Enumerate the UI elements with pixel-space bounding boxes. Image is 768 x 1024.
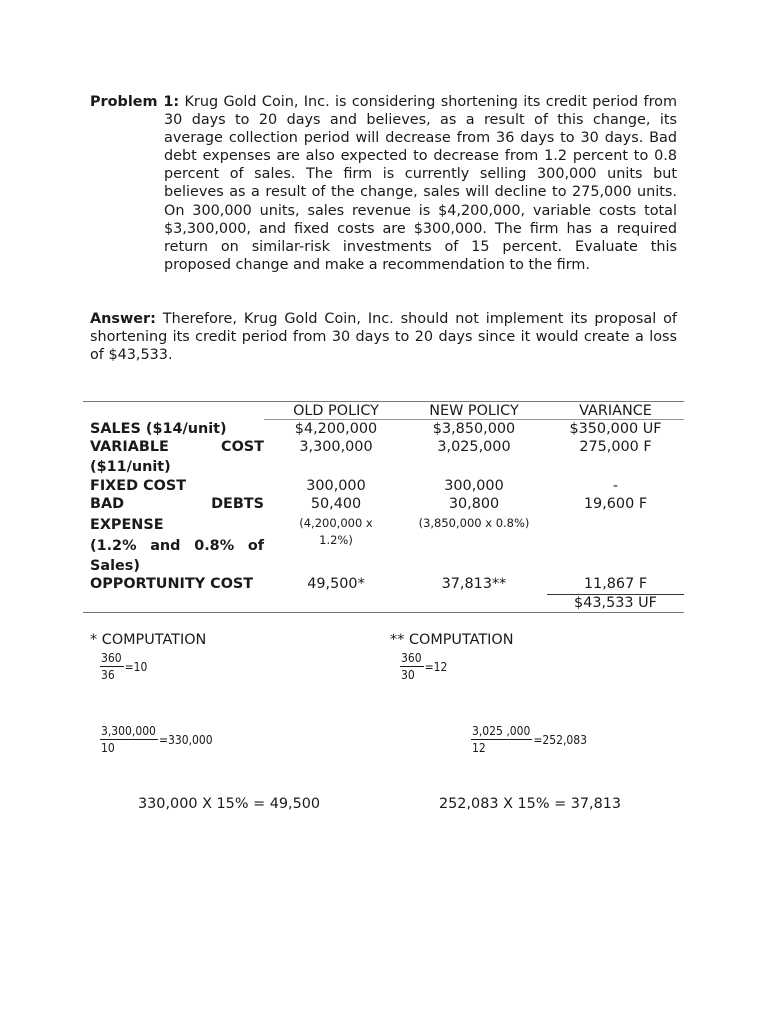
bad-debts-label-d1: (1.2% [90, 538, 137, 554]
bad-debts-label-c: EXPENSE [90, 517, 164, 533]
bad-debts-label-d4: of [247, 538, 264, 554]
opportunity-old: 49,500* [307, 576, 365, 592]
fraction-old-days-numerator: 360 [101, 651, 122, 665]
fraction-new-investment [471, 724, 587, 755]
fraction-new-days [400, 651, 447, 682]
variable-new: 3,025,000 [437, 439, 511, 455]
fraction-old-days [100, 651, 147, 682]
sales-variance: $350,000 UF [569, 421, 662, 437]
row-label-variable-cost [90, 438, 264, 456]
fraction-old-investment-result: =330,000 [158, 732, 213, 747]
fraction-old-days-result: =10 [124, 659, 148, 674]
fraction-new-investment-numerator: 3,025 ,000 [472, 724, 531, 738]
bad-debts-new: 30,800 [448, 496, 500, 512]
variable-label-a: VARIABLE [90, 439, 169, 455]
fraction-new-days-numerator: 360 [401, 651, 422, 665]
fixed-new: 300,000 [444, 478, 504, 494]
fraction-old-investment-numerator: 3,300,000 [101, 724, 156, 738]
computation-old-result: 330,000 X 15% = 49,500 [138, 796, 321, 812]
problem-text: Krug Gold Coin, Inc. is considering shortening its credit period from 30 days to 20 days and believes, as a result of this change, its average collection period will decrease from 36 days to 30 days. Bad debt expenses are also expected to decrease from 1.2 percent to 0.8 percent of sales. The firm is currently selling 300,000 units but believes as a result of the change, sales will decline to 275,000 units. On 300,000 units, sales revenue is $4,200,000, variable costs total $3,300,000, and fixed costs are $300,000. The firm has a required return on similar-risk investments of 15 percent. Evaluate this proposed change and make a recommendation to the firm. [164, 94, 677, 273]
sales-new: $3,850,000 [432, 421, 516, 437]
fraction-new-investment-result: =252,083 [533, 732, 588, 747]
answer-label: Answer: [90, 311, 156, 327]
bad-debts-old-note-1: (4,200,000 x [299, 516, 373, 530]
opportunity-new: 37,813** [441, 576, 507, 592]
bad-debts-old: 50,400 [310, 496, 362, 512]
fraction-old-investment [100, 724, 213, 755]
problem-paragraph [90, 93, 677, 274]
variable-variance: 275,000 F [579, 439, 652, 455]
opportunity-variance: 11,867 F [583, 576, 648, 592]
variable-label-b: COST [221, 439, 264, 455]
bad-debts-old-note-2: 1.2%) [319, 533, 353, 547]
fraction-old-investment-denominator: 10 [101, 741, 115, 755]
fraction-new-days-result: =12 [424, 659, 448, 674]
header-new-policy: NEW POLICY [429, 403, 519, 419]
bad-debts-variance: 19,600 F [583, 496, 648, 512]
total-variance: $43,533 UF [574, 595, 657, 611]
bad-debts-new-note: (3,850,000 x 0.8%) [418, 516, 530, 530]
row-label-bad-debts [90, 495, 264, 513]
header-old-policy: OLD POLICY [293, 403, 379, 419]
answer-paragraph [90, 310, 677, 364]
answer-text: Therefore, Krug Gold Coin, Inc. should not implement its proposal of shortening its credit period from 30 days to 20 days since it would create a loss of $43,533. [90, 311, 677, 364]
sales-old: $4,200,000 [294, 421, 378, 437]
row-label-sales: SALES ($14/unit) [90, 421, 227, 437]
fraction-new-investment-denominator: 12 [472, 741, 486, 755]
bad-debts-label-b: DEBTS [211, 496, 264, 512]
fraction-new-days-denominator: 30 [401, 668, 415, 682]
bad-debts-label-e: Sales) [90, 558, 140, 574]
row-label-fixed-cost: FIXED COST [90, 478, 187, 494]
bad-debts-label-d2: and [150, 538, 181, 554]
bad-debts-label-d [90, 537, 264, 555]
row-label-opportunity-cost: OPPORTUNITY COST [90, 576, 254, 592]
table-bottom-rule [83, 612, 684, 613]
header-variance: VARIANCE [579, 403, 652, 419]
bad-debts-label-a: BAD [90, 496, 125, 512]
fixed-old: 300,000 [306, 478, 366, 494]
computation-new-title: ** COMPUTATION [390, 632, 514, 648]
problem-label: Problem 1: [90, 94, 180, 110]
bad-debts-label-d3: 0.8% [194, 538, 235, 554]
computation-new-result: 252,083 X 15% = 37,813 [439, 796, 622, 812]
variable-label-c: ($11/unit) [90, 459, 171, 475]
fraction-old-days-denominator: 36 [101, 668, 115, 682]
computation-old-title: * COMPUTATION [90, 632, 207, 648]
variable-old: 3,300,000 [299, 439, 373, 455]
fixed-variance: - [612, 478, 619, 494]
